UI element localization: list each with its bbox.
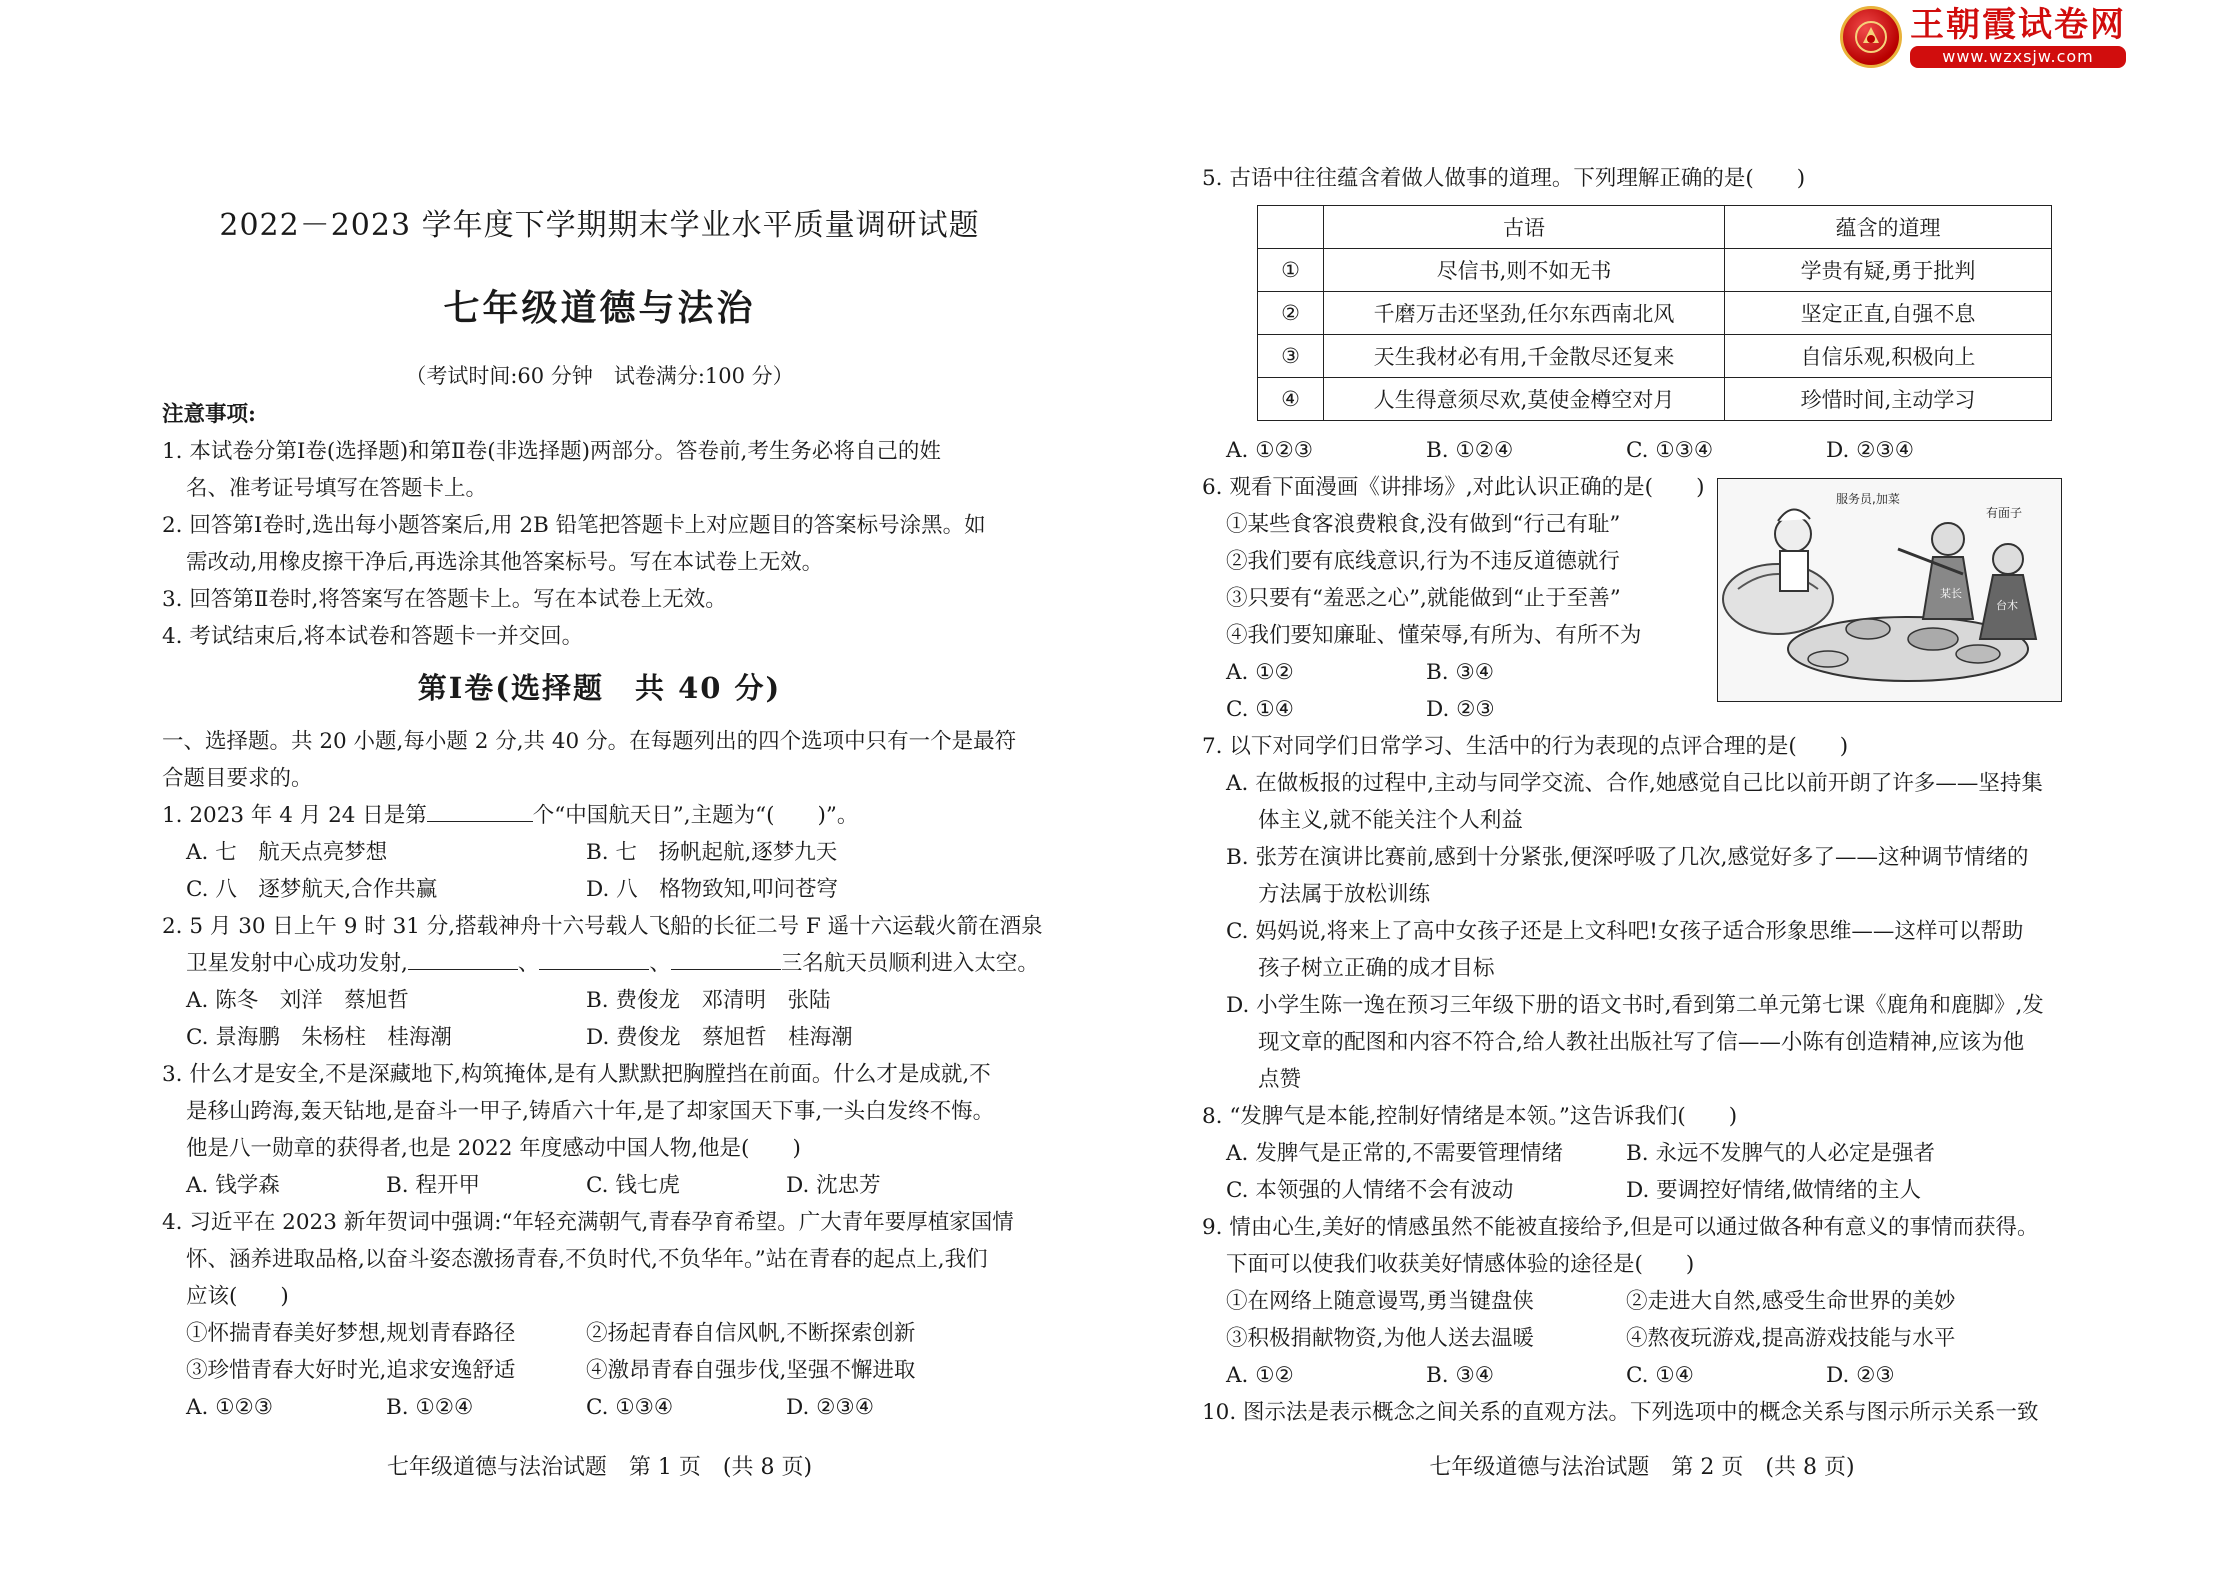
option: C. ①③④ xyxy=(586,1395,674,1420)
page-footer: 七年级道德与法治试题 第 1 页 (共 8 页) xyxy=(386,1455,813,1480)
logo-name: 王朝霞试卷网 xyxy=(1910,5,2126,45)
q2-options xyxy=(162,982,1037,1019)
choice: ②走进大自然,感受生命世界的美妙 xyxy=(1626,1289,1956,1314)
option: C. 钱七虎 xyxy=(586,1173,680,1198)
option: A. 陈冬 刘洋 蔡旭哲 xyxy=(186,988,409,1013)
cartoon-label: 服务员,加菜 xyxy=(1836,492,1900,506)
option: A. 钱学森 xyxy=(186,1173,280,1198)
q3-stem: 他是八一勋章的获得者,也是 2022 年度感动中国人物,他是( ) xyxy=(186,1136,801,1161)
table-cell: ① xyxy=(1258,249,1324,292)
choice: ④熬夜玩游戏,提高游戏技能与水平 xyxy=(1626,1326,1956,1351)
section-1-title: 第Ⅰ卷(选择题 共 40 分) xyxy=(417,671,782,705)
q7-option: 现文章的配图和内容不符合,给人教社出版社写了信——小陈有创造精神,应该为他 xyxy=(1258,1030,2025,1055)
cartoon-label: 有面子 xyxy=(1986,506,2023,520)
table-row xyxy=(1258,335,2052,378)
q3-options xyxy=(162,1167,1037,1204)
section-intro: 一、选择题。共 20 小题,每小题 2 分,共 40 分。在每题列出的四个选项中只有一个是最符 xyxy=(162,729,1017,754)
q9-options xyxy=(1202,1357,2082,1394)
q6-choice: ③只要有“羞恶之心”,就能做到“止于至善” xyxy=(1226,586,1621,611)
q7-option: C. 妈妈说,将来上了高中女孩子还是上文科吧!女孩子适合形象思维——这样可以帮助 xyxy=(1226,919,2024,944)
q5-options xyxy=(1202,432,2082,469)
notice-line: 3. 回答第Ⅱ卷时,将答案写在答题卡上。写在本试卷上无效。 xyxy=(162,587,727,612)
q4-stem: 4. 习近平在 2023 新年贺词中强调:“年轻充满朝气,青春孕育希望。广大青年要厚植家国情 xyxy=(162,1210,1014,1235)
q7-option: 方法属于放松训练 xyxy=(1258,882,1431,907)
option: C. 八 逐梦航天,合作共赢 xyxy=(186,877,438,902)
option: A. ①② xyxy=(1226,660,1294,685)
q9-stem: 下面可以使我们收获美好情感体验的途径是( ) xyxy=(1226,1252,1695,1277)
option: D. ②③④ xyxy=(1826,438,1914,463)
subject-title: 七年级道德与法治 xyxy=(443,287,756,329)
q7-option: B. 张芳在演讲比赛前,感到十分紧张,便深呼吸了几次,感觉好多了——这种调节情绪的 xyxy=(1226,845,2029,870)
option: B. ①②④ xyxy=(386,1395,474,1420)
exam-title: 2022－2023 学年度下学期期末学业水平质量调研试题 xyxy=(219,208,980,243)
notice-line: 需改动,用橡皮擦干净后,再选涂其他答案标号。写在本试卷上无效。 xyxy=(186,550,824,575)
table-cell: 珍惜时间,主动学习 xyxy=(1725,378,2052,421)
choice: ③珍惜青春大好时光,追求安逸舒适 xyxy=(186,1358,516,1383)
q1-options xyxy=(162,871,1037,908)
option: B. ③④ xyxy=(1426,1363,1495,1388)
table-cell: 坚定正直,自强不息 xyxy=(1725,292,2052,335)
q5-stem: 5. 古语中往往蕴含着做人做事的道理。下列理解正确的是( ) xyxy=(1202,166,1806,191)
q1-stem: 1. 2023 年 4 月 24 日是第 个“中国航天日”,主题为“( )”。 xyxy=(162,797,1037,834)
q3-stem: 是移山跨海,轰天钻地,是奋斗一甲子,铸盾六十年,是了却家国天下事,一头白发终不悔。 xyxy=(186,1099,995,1124)
q7-option: 孩子树立正确的成才目标 xyxy=(1258,956,1495,981)
option: C. 本领强的人情绪不会有波动 xyxy=(1226,1178,1514,1203)
option: A. 七 航天点亮梦想 xyxy=(186,840,388,865)
table-header: 蕴含的道理 xyxy=(1725,206,2052,249)
q7-option: D. 小学生陈一逸在预习三年级下册的语文书时,看到第二单元第七课《鹿角和鹿脚》,发 xyxy=(1226,993,2044,1018)
page-1 xyxy=(162,0,1043,1570)
q6-choice: ④我们要知廉耻、懂荣辱,有所为、有所不为 xyxy=(1226,623,1642,648)
table-cell: 尽信书,则不如无书 xyxy=(1324,249,1725,292)
option: D. 要调控好情绪,做情绪的主人 xyxy=(1626,1178,1921,1203)
option: A. ①②③ xyxy=(186,1395,274,1420)
section-intro: 合题目要求的。 xyxy=(162,766,313,791)
table-header-row xyxy=(1258,206,2052,249)
answer-blank xyxy=(427,797,533,822)
q4-choices xyxy=(162,1315,1037,1352)
option: B. ③④ xyxy=(1426,660,1495,685)
table-row xyxy=(1258,378,2052,421)
q4-options xyxy=(162,1389,1037,1426)
cartoon-label: 台木 xyxy=(1996,599,2018,612)
table-cell: 学贵有疑,勇于批判 xyxy=(1725,249,2052,292)
option: A. ①② xyxy=(1226,1363,1294,1388)
q7-option: 体主义,就不能关注个人利益 xyxy=(1258,808,1523,833)
option: D. ②③④ xyxy=(786,1395,874,1420)
q8-options xyxy=(1202,1135,2082,1172)
choice: ②扬起青春自信风帆,不断探索创新 xyxy=(586,1321,916,1346)
q7-option: A. 在做板报的过程中,主动与同学交流、合作,她感觉自己比以前开朗了许多——坚持集 xyxy=(1226,771,2043,796)
q6-cartoon xyxy=(1717,478,2062,702)
option: C. ①③④ xyxy=(1626,438,1714,463)
page-2 xyxy=(1202,0,2082,1570)
option: C. ①④ xyxy=(1626,1363,1694,1388)
q7-option: 点赞 xyxy=(1258,1067,1302,1092)
q8-stem: 8. “发脾气是本能,控制好情绪是本领。”这告诉我们( ) xyxy=(1202,1104,1738,1129)
q5-table xyxy=(1257,205,2052,421)
q4-stem: 应该( ) xyxy=(186,1284,289,1309)
q9-choices xyxy=(1202,1320,2082,1357)
answer-blank xyxy=(408,945,518,970)
table-header xyxy=(1258,206,1324,249)
option: B. 费俊龙 邓清明 张陆 xyxy=(586,988,831,1013)
answer-blank xyxy=(539,945,649,970)
cartoon-illustration xyxy=(1718,479,2061,701)
questions-left xyxy=(162,723,1043,1426)
q3-stem: 3. 什么才是安全,不是深藏地下,构筑掩体,是有人默默把胸膛挡在前面。什么才是成就,不 xyxy=(162,1062,991,1087)
option: D. ②③ xyxy=(1826,1363,1895,1388)
choice: ①在网络上随意谩骂,勇当键盘侠 xyxy=(1226,1289,1534,1314)
q10-stem: 10. 图示法是表示概念之间关系的直观方法。下列选项中的概念关系与图示所示关系一致 xyxy=(1202,1400,2039,1425)
answer-blank xyxy=(671,945,781,970)
q7-stem: 7. 以下对同学们日常学习、生活中的行为表现的点评合理的是( ) xyxy=(1202,734,1849,759)
q6-stem: 6. 观看下面漫画《讲排场》,对此认识正确的是( ) xyxy=(1202,475,1705,500)
q1-options xyxy=(162,834,1037,871)
option: D. 费俊龙 蔡旭哲 桂海潮 xyxy=(586,1025,853,1050)
notice-line: 名、准考证号填写在答题卡上。 xyxy=(186,476,488,501)
table-cell: ③ xyxy=(1258,335,1324,378)
q8-options xyxy=(1202,1172,2082,1209)
table-row xyxy=(1258,249,2052,292)
notice-line: 2. 回答第Ⅰ卷时,选出每小题答案后,用 2B 铅笔把答题卡上对应题目的答案标号涂黑。如 xyxy=(162,513,986,538)
option: D. ②③ xyxy=(1426,697,1495,722)
option: B. 七 扬帆起航,逐梦九天 xyxy=(586,840,838,865)
table-header: 古语 xyxy=(1324,206,1725,249)
choice: ③积极捐献物资,为他人送去温暖 xyxy=(1226,1326,1534,1351)
option: C. 景海鹏 朱杨柱 桂海潮 xyxy=(186,1025,452,1050)
option: D. 沈忠芳 xyxy=(786,1173,881,1198)
option: B. ①②④ xyxy=(1426,438,1514,463)
option: B. 程开甲 xyxy=(386,1173,480,1198)
choice: ④激昂青春自强步伐,坚强不懈进取 xyxy=(586,1358,916,1383)
q9-choices xyxy=(1202,1283,2082,1320)
q4-choices xyxy=(162,1352,1037,1389)
option: A. 发脾气是正常的,不需要管理情绪 xyxy=(1226,1141,1564,1166)
notice-line: 1. 本试卷分第Ⅰ卷(选择题)和第Ⅱ卷(非选择题)两部分。答卷前,考生务必将自己的姓 xyxy=(162,439,941,464)
table-cell: ④ xyxy=(1258,378,1324,421)
q2-stem: 卫星发射中心成功发射, 、 、 三名航天员顺利进入太空。 xyxy=(162,945,1037,982)
notice-line: 4. 考试结束后,将本试卷和答题卡一并交回。 xyxy=(162,624,584,649)
table-row xyxy=(1258,292,2052,335)
table-cell: ② xyxy=(1258,292,1324,335)
table-cell: 千磨万击还坚劲,任尔东西南北风 xyxy=(1324,292,1725,335)
notice xyxy=(162,396,1037,655)
option: A. ①②③ xyxy=(1226,438,1314,463)
page-footer: 七年级道德与法治试题 第 2 页 (共 8 页) xyxy=(1429,1455,1855,1480)
option: C. ①④ xyxy=(1226,697,1294,722)
q9-stem: 9. 情由心生,美好的情感虽然不能被直接给予,但是可以通过做各种有意义的事情而获得。 xyxy=(1202,1215,2039,1240)
q6-choice: ①某些食客浪费粮食,没有做到“行己有耻” xyxy=(1226,512,1621,537)
q6-choice: ②我们要有底线意识,行为不违反道德就行 xyxy=(1226,549,1620,574)
q4-stem: 怀、涵养进取品格,以奋斗姿态激扬青春,不负时代,不负华年。”站在青春的起点上,我们 xyxy=(186,1247,988,1272)
q2-stem: 2. 5 月 30 日上午 9 时 31 分,搭载神舟十六号载人飞船的长征二号 F 遥十六运载火箭在酒泉 xyxy=(162,914,1043,939)
q2-options xyxy=(162,1019,1037,1056)
notice-heading: 注意事项: xyxy=(162,402,256,427)
option: B. 永远不发脾气的人必定是强者 xyxy=(1626,1141,1935,1166)
choice: ①怀揣青春美好梦想,规划青春路径 xyxy=(186,1321,516,1346)
logo-url: www.wzxsjw.com xyxy=(1910,46,2126,68)
table-cell: 天生我材必有用,千金散尽还复来 xyxy=(1324,335,1725,378)
table-cell: 人生得意须尽欢,莫使金樽空对月 xyxy=(1324,378,1725,421)
option: D. 八 格物致知,叩问苍穹 xyxy=(586,877,838,902)
exam-info: （考试时间:60 分钟 试卷满分:100 分） xyxy=(405,364,794,388)
cartoon-label: 某长 xyxy=(1940,587,1962,600)
table-cell: 自信乐观,积极向上 xyxy=(1725,335,2052,378)
